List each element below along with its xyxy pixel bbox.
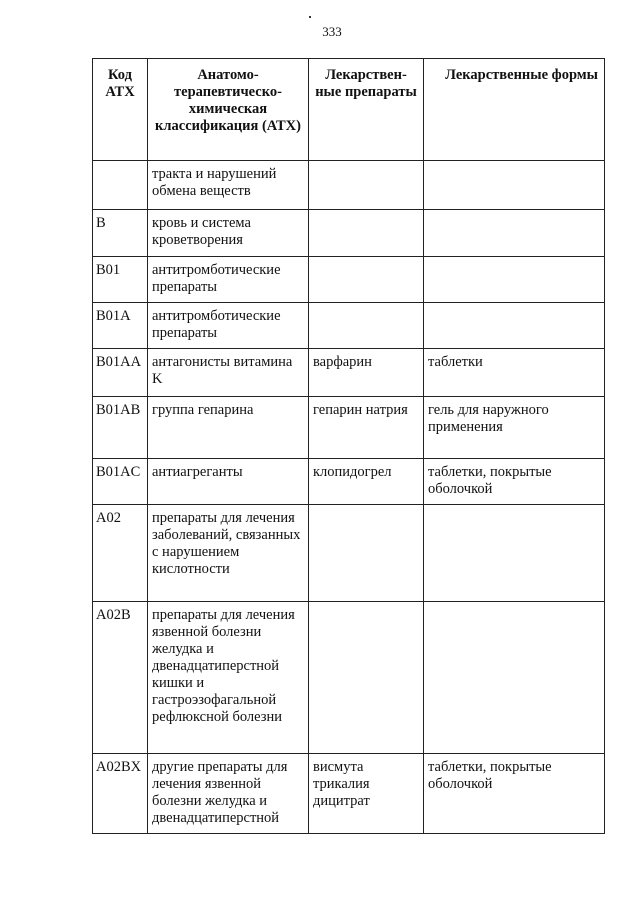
page-number: 333 bbox=[322, 24, 342, 39]
cell-drug bbox=[309, 303, 424, 349]
cell-drug: гепарин натрия bbox=[309, 397, 424, 459]
cell-classification: другие препараты для лечения язвенной болезни желудка и двенадцатиперстной bbox=[148, 754, 309, 834]
cell-classification: группа гепарина bbox=[148, 397, 309, 459]
cell-drug: варфарин bbox=[309, 349, 424, 397]
cell-drug bbox=[309, 602, 424, 754]
table-header-row bbox=[93, 59, 605, 161]
cell-code: B bbox=[93, 210, 148, 257]
table-row bbox=[93, 210, 605, 257]
cell-drug bbox=[309, 257, 424, 303]
cell-code: B01AB bbox=[93, 397, 148, 459]
cell-form bbox=[424, 257, 605, 303]
cell-classification: препараты для лечения язвенной болезни желудка и двенадцатиперстной кишки и гастроэзофагальной рефлюксной болезни bbox=[148, 602, 309, 754]
cell-code: B01 bbox=[93, 257, 148, 303]
cell-classification: препараты для лечения заболеваний, связанных с нарушением кислотности bbox=[148, 505, 309, 602]
cell-drug bbox=[309, 161, 424, 210]
table-row bbox=[93, 161, 605, 210]
cell-code bbox=[93, 161, 148, 210]
cell-form bbox=[424, 602, 605, 754]
table-row bbox=[93, 602, 605, 754]
cell-form bbox=[424, 505, 605, 602]
cell-form: таблетки bbox=[424, 349, 605, 397]
header-classification: Анатомо-терапевтическо-химическая классификация (АТХ) bbox=[148, 59, 309, 161]
table-row bbox=[93, 754, 605, 834]
table-row bbox=[93, 505, 605, 602]
table-row bbox=[93, 349, 605, 397]
cell-code: A02B bbox=[93, 602, 148, 754]
cell-form bbox=[424, 161, 605, 210]
cell-classification: кровь и система кроветворения bbox=[148, 210, 309, 257]
header-code: Код АТХ bbox=[93, 59, 148, 161]
scan-artifact-dot bbox=[309, 16, 311, 18]
cell-form: таблетки, покрытые оболочкой bbox=[424, 459, 605, 505]
table-row bbox=[93, 257, 605, 303]
cell-code: B01A bbox=[93, 303, 148, 349]
cell-classification: антагонисты витамина K bbox=[148, 349, 309, 397]
cell-form bbox=[424, 210, 605, 257]
table-row bbox=[93, 303, 605, 349]
cell-form bbox=[424, 303, 605, 349]
cell-form: таблетки, покрытые оболочкой bbox=[424, 754, 605, 834]
header-forms: Лекарственные формы bbox=[424, 59, 605, 161]
cell-code: A02BX bbox=[93, 754, 148, 834]
header-drugs: Лекарствен-ные препараты bbox=[309, 59, 424, 161]
cell-classification: антитромботические препараты bbox=[148, 257, 309, 303]
table-row bbox=[93, 459, 605, 505]
cell-code: B01AA bbox=[93, 349, 148, 397]
cell-classification: антитромботические препараты bbox=[148, 303, 309, 349]
atc-table bbox=[92, 58, 605, 834]
cell-classification: антиагреганты bbox=[148, 459, 309, 505]
table-row bbox=[93, 397, 605, 459]
cell-drug bbox=[309, 210, 424, 257]
cell-classification: тракта и нарушений обмена веществ bbox=[148, 161, 309, 210]
cell-code: A02 bbox=[93, 505, 148, 602]
cell-drug: клопидогрел bbox=[309, 459, 424, 505]
cell-drug bbox=[309, 505, 424, 602]
cell-form: гель для наружного применения bbox=[424, 397, 605, 459]
cell-code: B01AC bbox=[93, 459, 148, 505]
cell-drug: висмута трикалия дицитрат bbox=[309, 754, 424, 834]
